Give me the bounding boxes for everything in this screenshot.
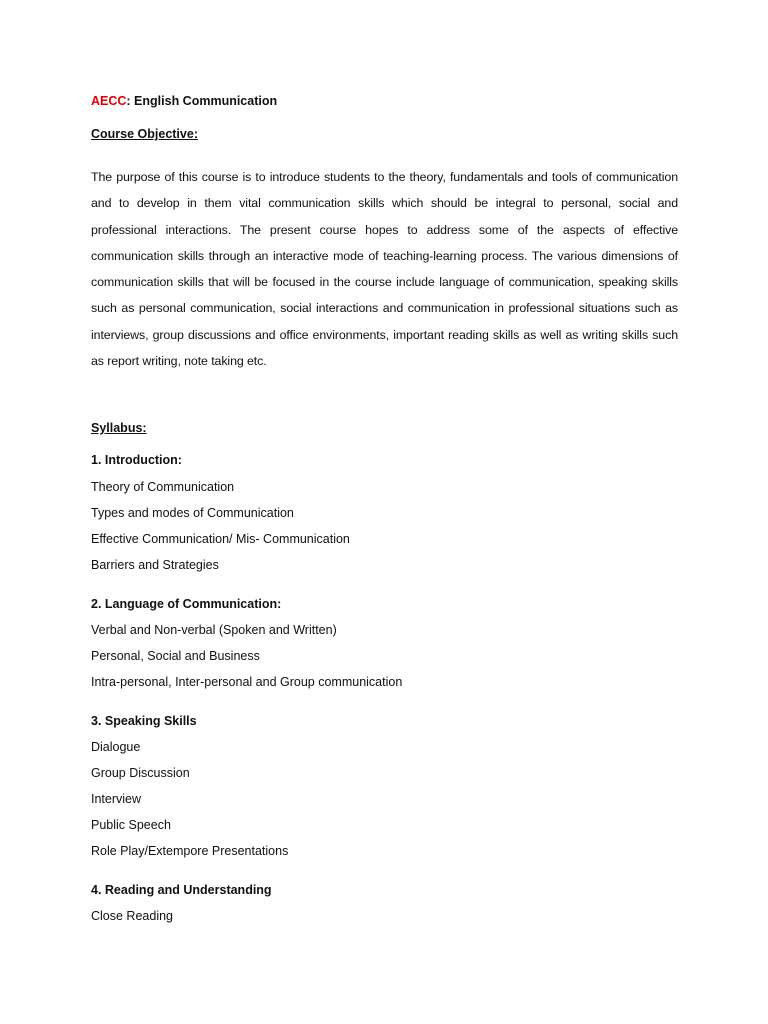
list-item: Group Discussion [91, 766, 190, 780]
list-item: Verbal and Non-verbal (Spoken and Written) [91, 623, 337, 637]
course-title-text: : English Communication [126, 94, 278, 108]
list-item: Close Reading [91, 909, 173, 923]
list-item: Effective Communication/ Mis- Communication [91, 532, 350, 546]
course-title [91, 94, 277, 108]
course-code: AECC [91, 94, 127, 108]
syllabus-heading: Syllabus: [91, 421, 147, 435]
list-item: Theory of Communication [91, 480, 235, 494]
list-item: Intra-personal, Inter-personal and Group communication [91, 675, 403, 689]
list-item: Dialogue [91, 740, 141, 754]
list-item: Types and modes of Communication [91, 506, 294, 520]
section-title: 3. Speaking Skills [91, 714, 197, 728]
list-item: Role Play/Extempore Presentations [91, 844, 289, 858]
list-item: Personal, Social and Business [91, 649, 260, 663]
list-item: Public Speech [91, 818, 171, 832]
section-title: 1. Introduction: [91, 453, 182, 467]
section-title: 2. Language of Communication: [91, 597, 282, 611]
list-item: Barriers and Strategies [91, 558, 219, 572]
objective-heading: Course Objective: [91, 127, 198, 141]
list-item: Interview [91, 792, 142, 806]
objective-paragraph: The purpose of this course is to introduce students to the theory, fundamentals and tools of communication and to develop in them vital communication skills which should be integral to personal, social and professional interactions. The present course hopes to address some of the aspects of effective communication skills through an interactive mode of teaching-learning process. The various dimensions of communication skills that will be focused in the course include language of communication, speaking skills such as personal communication, social interactions and communication in professional situations such as interviews, group discussions and office environments, important reading skills as well as writing skills such as report writing, note taking etc. [91, 170, 678, 369]
section-title: 4. Reading and Understanding [91, 883, 272, 897]
